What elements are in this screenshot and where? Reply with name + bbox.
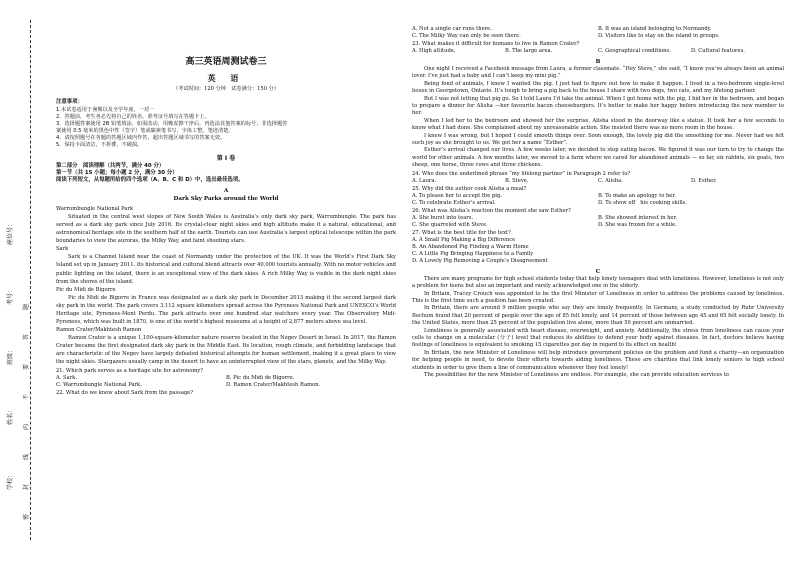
option-choice: C. Warrumbungle National Park. [56, 381, 142, 388]
questions-left [56, 368, 396, 397]
seal-char: 题 [23, 303, 30, 310]
option-choice: C. A Little Pig Bringing Happiness to a Family [412, 250, 534, 257]
question-stem: 22. What do we know about Sark from the passage? [56, 389, 194, 396]
option-choice: B. Pic du Midi de Bigorre. [226, 374, 295, 381]
binding-dashed-line [30, 20, 31, 540]
passage-a-paragraph: Pic du Midi de Bigorre in France was designated as a dark sky park in December 2013 making it the second largest dark sky park in the world. The park covers 3,112 square kilometers spread across the Pyrenees National Park and UNESCO’s World Heritage site, Pyrenees-Mont Perdu. The park attracts over one hundred star watchers every year. The Observatory Midi-Pyrenees, which was built in 1870, is one of the world’s highest museums at a height of 2,877 meters above sea level. [56, 294, 396, 326]
note-item: 3．选择题答案使用 2B 铅笔填涂，如需改动，用橡皮擦干净后，再选涂其他答案的标号；非选择题答 [56, 121, 288, 127]
option-choice: D. Ramon Crater/Makhtesh Ramon. [226, 381, 321, 388]
passage-a-body [56, 205, 396, 367]
part-heading: 第 I 卷 [216, 155, 236, 162]
question-options [412, 26, 784, 40]
passage-c-paragraph: Loneliness is generally associated with heart disease, overweight, and anxiety. Additionally, the stress from loneliness can cause your cells to change on a molecular (分子) level that reduces its abilities to defend your body against diseases. In fact, doctors believe having feelings of loneliness is equivalent to smoking 15 cigarettes per day in regard to its effect on health! [412, 327, 784, 349]
passage-a-paragraph: Ramon Crater is a unique 1,100-square-kilometer nature reserve located in the Negev Desert in Israel. In 2017, the Ramon Crater became the first designated dark sky park in the Middle East. Its location, rough climate, and forbidding landscape that are characteristic of the Negev have largely defeated historical attempts for human settlement, making it a great place to view the night skies. Stargazers usually camp in the desert to have an uninterrupted view of the stars, planets, and the Milky Way. [56, 335, 396, 366]
passage-c-body [412, 276, 784, 380]
question-options [412, 215, 784, 229]
option-choice: C. She quarreled with Steve. [412, 221, 488, 228]
questions-right-top [412, 26, 784, 55]
question-options [412, 237, 784, 265]
option-choice: C. To celebrate Esther’s arrival. [412, 199, 496, 206]
seal-char: 不 [23, 393, 30, 400]
exam-subject: 英 语 [207, 73, 245, 83]
question-stem: 27. What is the best title for the text? [412, 229, 511, 236]
note-item: 案使用 0.5 毫米的黑色中性（签字）笔或碳素笔书写，字体工整，笔迹清楚。 [56, 128, 234, 134]
note-item: 4．请按照题号在各题的答题区域内作答，超出答题区域书写的答案无效。 [56, 135, 226, 141]
question-stem: 24. Who does the underlined phrase “my lifelong partner” in Paragraph 2 refer to? [412, 170, 631, 177]
option-choice: B. It was an island belonging to Normandy. [598, 26, 712, 32]
notes-title: 注意事项： [56, 99, 83, 105]
passage-a-subheading: Ramon Crater/Makhtesh Ramon [56, 327, 142, 334]
option-choice: C. Geographical conditions. [598, 48, 671, 54]
passage-c-paragraph: In Britain, Tracey Crouch was appointed to be the first Minister of Loneliness in order to address the problems caused by loneliness. This is the first time such a position has been created. [412, 290, 784, 304]
option-choice: B. An Abandoned Pig Finding a Warm Home [412, 243, 529, 250]
option-choice: C. The Milky Way can only be seen there. [412, 33, 521, 39]
passage-a-paragraph: Situated in the central west slopes of New South Wales is Australia’s only dark sky park, Warrumbungle. The park has served as a dark sky park since July 2016. Its crystal-clear night skies and high altitude make it a natural, educational, and astronomical heritage site in the southern half of the earth. Tourists can use Australia’s largest optical telescope within the park boundaries to view the auroras, the Milky Way, and faint shooting stars. [56, 214, 396, 245]
passage-a-title: Dark Sky Parks around the World [173, 196, 279, 202]
option-choice: A. She burst into tears. [412, 214, 474, 221]
question-stem: 26. What was Alisha’s reaction the moment she saw Esther? [412, 207, 571, 214]
passage-b-paragraph: But I was not letting that pig go. So I told Laura I’d take the animal. When I got home with the pig, I hid her in the bedroom, and began to prepare a dinner for Alisha —her favourite bacon cheeseburgers. It’s better to make her happy before introducing the new member to her. [412, 95, 784, 117]
option-choice: B. Steve. [505, 177, 529, 184]
binding-label-class: 班级： [7, 346, 14, 365]
exam-info: （考试时间：120 分钟 试卷满分：150 分） [172, 86, 280, 92]
question-stem: 25. Why did the author cook Alisha a meal? [412, 185, 527, 192]
seal-char: 线 [23, 453, 30, 460]
instruction: 阅读下列短文，从每题所给的四个选项（A、B、C 和 D）中，选出最佳选项。 [56, 177, 244, 183]
passage-a-subheading: Warrumbungle National Park [56, 206, 134, 212]
note-item: 2．答题前，考生务必先将自己的姓名、准考证号填写在答题卡上。 [56, 114, 210, 120]
passage-c-letter: C [595, 268, 601, 275]
binding-label-school: 学校： [7, 471, 14, 490]
option-choice: A. A Small Pig Making a Big Difference [412, 236, 516, 243]
passage-b-paragraph: One night I received a Facebook message from Laura, a former classmate. “Hey Steve,” she said, “I know you’ve always been an animal lover. I’ve just had a baby and I can’t keep my mini pig.” [412, 66, 784, 80]
binding-label-seat-number: 座位号： [7, 220, 14, 245]
option-choice: A. Sark. [56, 374, 77, 381]
question-options [412, 48, 784, 55]
question-options [412, 178, 784, 185]
seal-char: 封 [23, 483, 30, 490]
passage-a-subheading: Pic du Midi de Bigorre [56, 286, 116, 293]
option-choice: B. The large area. [505, 48, 553, 54]
binding-label-exam-number: 考号： [7, 286, 14, 305]
note-item: 5．保持卡面清洁，不折叠，不破损。 [56, 142, 143, 148]
option-choice: B. To make an apology to her. [598, 192, 676, 199]
option-choice: D. To show off his cooking skills. [598, 199, 687, 206]
seal-char: 答 [23, 333, 30, 340]
option-choice: D. A Lovely Pig Removing a Couple’s Disagreement [412, 257, 548, 264]
question-options [412, 193, 784, 207]
passage-b-body [412, 66, 784, 170]
passage-c-paragraph: The possibilities for the new Minister of Loneliness are endless. For example, she can provide education services to [424, 371, 729, 378]
seal-char: 要 [23, 363, 30, 370]
seal-char: 密 [23, 513, 30, 520]
option-choice: D. Visitors like to stay on the island in groups. [598, 33, 720, 39]
questions-b [412, 171, 784, 265]
option-choice: A. Laura. [412, 177, 437, 184]
option-choice: D. Esther. [691, 177, 717, 184]
passage-b-paragraph: Esther’s arrival changed our lives. A few weeks later, we decided to stop eating bacon. We figured it was our turn to try to change the world for other animals. A few months later, we moved to a farm where we cared for abandoned animals — so far, six rabbits, six goats, two sheep, one horse, three cows and three chickens. [412, 147, 784, 169]
binding-margin [4, 20, 40, 540]
passage-b-paragraph: When I led her to the bedroom and showed her the surprise, Alisha stood in the doorway like a statue. It took her a few seconds to know what I had done. She complained about my unreasonable action. She insisted there was no more room in the house. [412, 117, 784, 132]
seal-char: 内 [23, 423, 30, 430]
option-choice: C. Alisha. [598, 177, 623, 184]
passage-b-letter: B [595, 59, 601, 65]
note-item: 1.本试卷适用于暑期以及全学年度，一对一 [56, 107, 155, 113]
question-stem: 21. Which park serves as a heritage site for astronomy? [56, 367, 204, 374]
question-options [56, 375, 396, 389]
passage-b-paragraph: Being fond of animals, I knew I wanted the pig. I just had to figure out how to make it happen. I lived in a two-bedroom single-level house in Georgetown, Ontario. It’s tough to bring a pig back to the house I share with two dogs, two cats, and my lifelong partner. [412, 80, 784, 95]
subsection-heading: 第一节（共 15 小题；每小题 2 分，满分 30 分） [56, 170, 178, 176]
option-choice: B. She showed interest in her. [598, 214, 678, 221]
passage-a-letter: A [223, 188, 229, 194]
option-choice: A. Not a single car runs there. [412, 26, 492, 32]
left-column [56, 26, 396, 397]
passage-c-paragraph: In Britain, there are around 9 million people who say they are lonely frequently. In Germany, a study conducted by Ruhr University Bochum found that 20 percent of people over the age of 85 felt lonely, and 14 percent of those between age 45 and 65 felt socially lonely. In the United States, more than 25 percent of the population live alone, more than 50 percent are unmarried. [412, 305, 784, 327]
passage-a-subheading: Sark [56, 246, 69, 253]
question-stem: 23. What makes it difficult for humans to live in Ramon Crater? [412, 41, 580, 47]
passage-c-paragraph: In Britain, the new Minister of Loneliness will help introduce government policies on the problem and fund a charity—an organization for helping people in need, to devote their efforts towards aiding loneliness. These are charities that link lonely seniors to high school students in order to give them a line of communication whenever they feel lonely! [412, 349, 784, 371]
passage-c-paragraph: There are many programs for high school students today that help lonely teenagers deal with loneliness. However, loneliness is not only a problem for teens but also an important and rarely acknowledged one in the elderly. [412, 275, 784, 290]
option-choice: A. High altitude. [412, 48, 456, 54]
option-choice: D. She was frozen for a while. [598, 221, 677, 228]
section-heading: 第二部分 阅读理解（共两节，满分 40 分） [56, 163, 165, 169]
right-column [412, 26, 784, 379]
exam-title: 高三英语周测试卷三 [185, 57, 267, 67]
binding-label-name: 姓名： [7, 406, 14, 425]
passage-a-paragraph: Sark is a Channel Island near the coast of Normandy under the protection of the UK. It was the World’s First Dark Sky Island set up in January 2011. Its historical and cultural blend attracts over 40,000 tourists annually. With no motor vehicles and public lighting on the island, there is an exceptional view of the dark skies. A rich Milky Way is visible in the dark night skies from the shores of the island. [56, 254, 396, 285]
passage-b-paragraph: I knew I was wrong, but I hoped I could smooth things over. Soon enough, the lovely pig did the smoothing for me. Never had we felt such joy as she brought to us. We got her a name “Esther”. [412, 132, 784, 147]
option-choice: D. Cultural features. [691, 48, 745, 54]
option-choice: A. To please her to accept the pig. [412, 192, 502, 199]
